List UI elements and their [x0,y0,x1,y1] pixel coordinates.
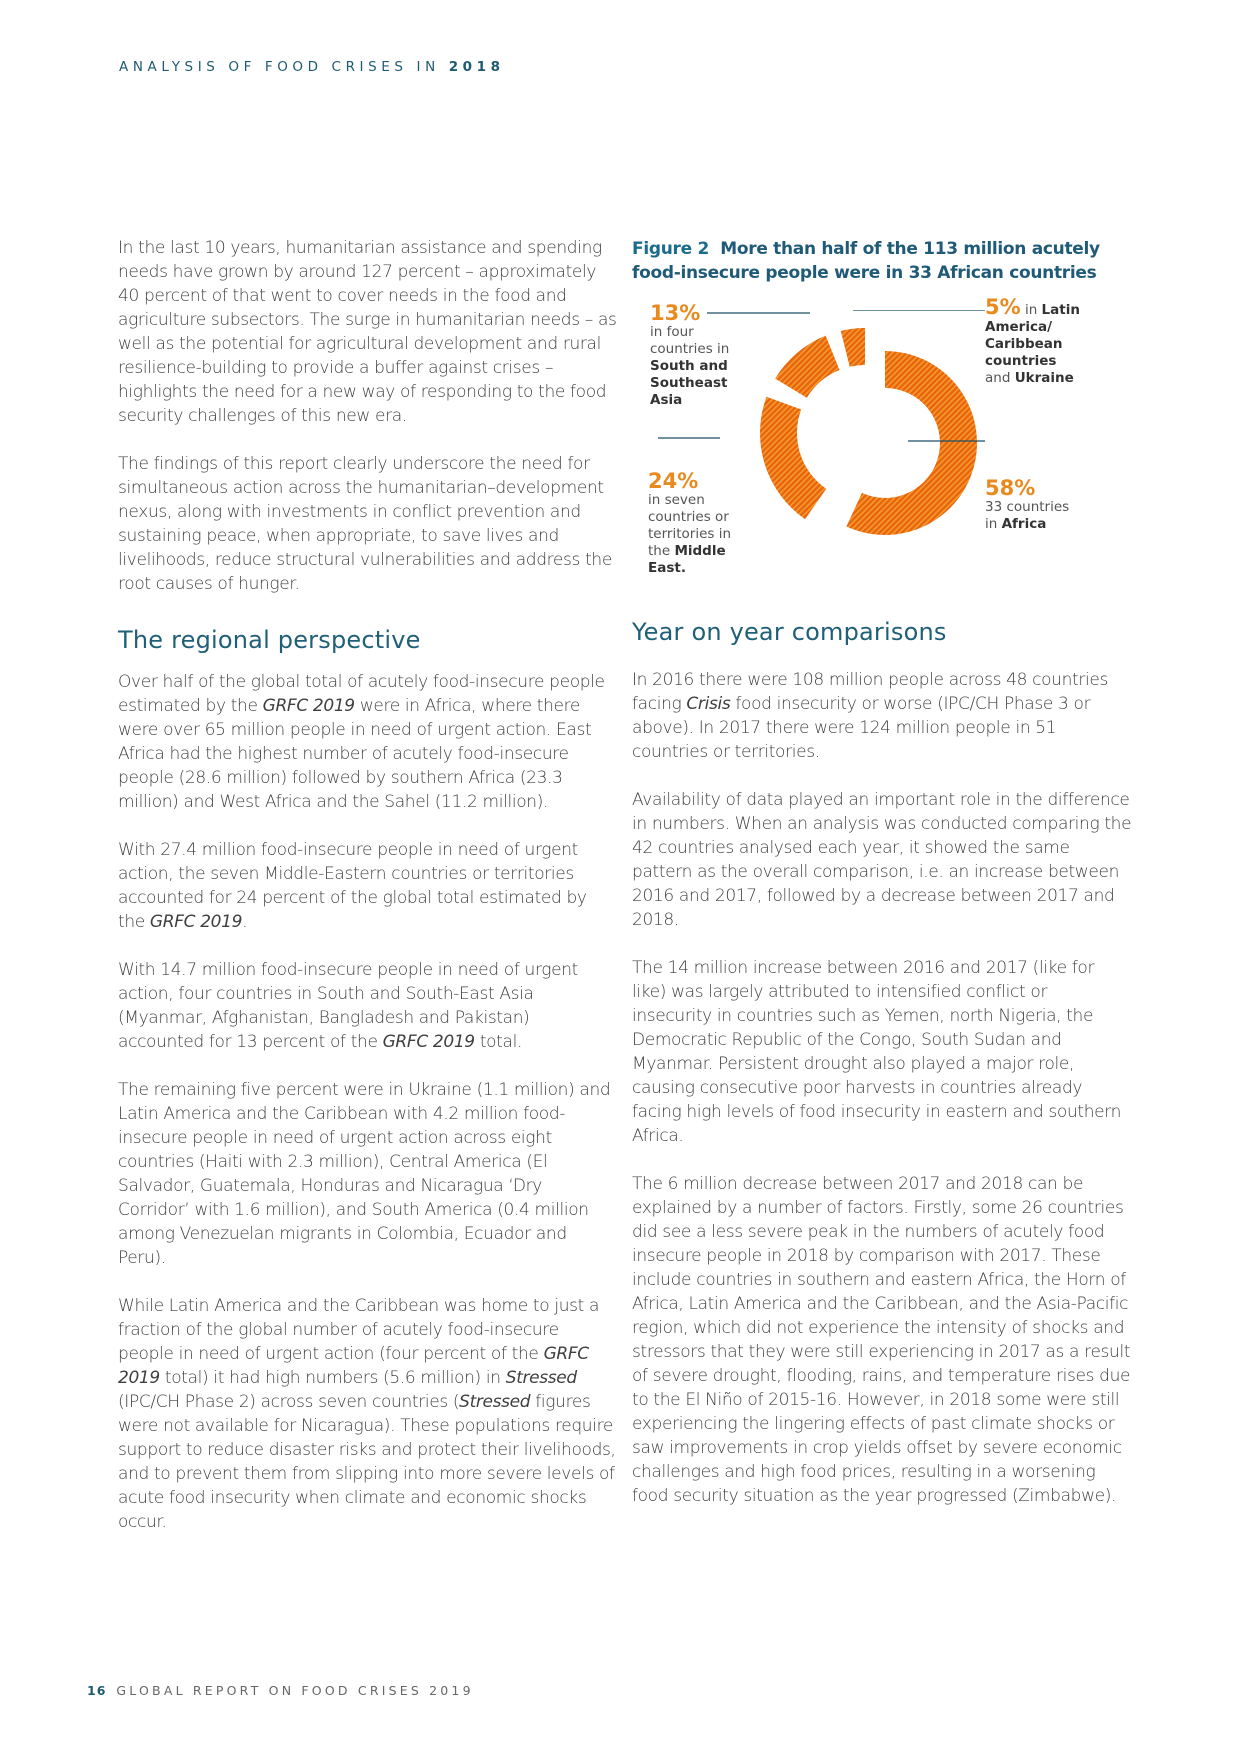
label-latam [985,296,1110,387]
intro-paragraph-1: In the last 10 years, humanitarian assistance and spending needs have grown by around 127 percent – approximately 40 percent of that went to cover needs in the food and agriculture subsectors. The surge in humanitarian needs – as well as the potential for agricultural development and rural resilience-building to provide a buffer against crises – highlights the need for a new way of responding to the food security challenges of this new era. [118,238,617,426]
text: In 2016 there were 108 million people across 48 countries facing [632,670,1108,714]
text: (IPC/CH Phase 2) across seven countries ( [118,1392,460,1412]
region-name: countries [985,353,1057,369]
text: figures were not available for Nicaragua). These populations require support to reduce disaster risks and protect their livelihoods, and to prevent them from slipping into more severe levels of acute food insecurity when climate and economic shocks occur. [118,1392,616,1532]
label-text: 33 countries [985,499,1070,515]
paragraph-decrease: The 6 million decrease between 2017 and 2018 can be explained by a number of factors. Firstly, some 26 countries did see a less severe peak in the numbers of acutely food insecure people in 2018 by comparison with 2017. These include countries in southern and eastern Africa, the Horn of Africa, Latin America and the Caribbean, and the Asia-Pacific region, which did not experience the intensity of shocks and stressors that they were still experiencing in 2017 as a result of severe drought, flooding, rains, and temperature rises due to the El Niño of 2015-16. However, in 2018 some were still experiencing the lingering effects of past climate shocks or saw improvements in crop yields offset by severe economic challenges and high food prices, resulting in a worsening food security situation as the year progressed (Zimbabwe). [632,1174,1131,1506]
label-text: the [648,543,675,559]
page-number: 16 [87,1683,107,1698]
paragraph-asia [118,958,618,1054]
paragraph-2016-2017 [632,668,1132,764]
region-name: Middle [674,543,726,559]
phase-name: Crisis [686,694,731,714]
paragraph-middle-east [118,838,618,934]
paragraph-latin-america [118,1294,618,1534]
paragraph-data-availability: Availability of data played an important role in the difference in numbers. When an analysis was conducted comparing the 42 countries analysed each year, it showed the same pattern as the overall comparison, i.e. an increase between 2016 and 2017, followed by a decrease between 2017 and 2018. [632,790,1132,930]
region-name: Ukraine [1014,370,1074,386]
right-column-body [632,668,1132,1532]
region-name: Latin [1041,302,1080,318]
region-name: Africa [1001,516,1047,532]
text: . [242,912,248,932]
label-text: in [985,516,1002,532]
left-column [118,236,618,1558]
paragraph-remaining: The remaining five percent were in Ukraine (1.1 million) and Latin America and the Caribbean with 4.2 million food-insecure people in need of urgent action across eight countries (Haiti with 2.3 million), Central America (El Salvador, Guatemala, Honduras and Nicaragua ‘Dry Corridor’ with 1.6 million), and South America (0.4 million among Venezuelan migrants in Colombia, Ecuador and Peru). [118,1080,611,1268]
text: With 14.7 million food-insecure people in need of urgent action, four countries in South and South-East Asia (Myanmar, Afghanistan, Bangladesh and Pakistan) accounted for 13 percent of the [118,960,578,1052]
report-name: GRFC 2019 [149,912,243,932]
phase-name: Stressed [459,1392,531,1412]
label-africa [985,477,1105,533]
label-middle-east [648,470,758,577]
label-text: and [985,370,1015,386]
label-text: in four [650,324,694,340]
publication-title: GLOBAL REPORT ON FOOD CRISES 2019 [116,1683,474,1698]
text: total. [474,1032,522,1052]
region-name: Asia [650,392,683,408]
figure-caption: More than half of the 113 million acutely food-insecure people were in 33 African countries [632,239,1100,283]
report-name: GRFC 2019 [262,696,355,716]
report-name: GRFC 2019 [118,1344,589,1388]
pct-latam: 5% [985,295,1021,319]
intro-paragraph-2: The findings of this report clearly underscore the need for simultaneous action across the humanitarian–development nexus, along with investments in conflict prevention and sustaining peace, when appropriate, to save lives and livelihoods, reduce structural vulnerabilities and address the root causes of hunger. [118,454,612,594]
figure-number: Figure 2 [632,239,709,259]
paragraph-africa [118,670,618,814]
page-footer [87,1683,474,1698]
text: were in Africa, where there were over 65 million people in need of urgent action. East Africa had the highest number of acutely food-insecure people (28.6 million) followed by southern Africa (23.3 million) and West Africa and the Sahel (11.2 million). [118,696,592,812]
slice-middle-east [760,397,826,519]
section-heading-year-on-year: Year on year comparisons [632,618,947,646]
label-text: countries in [650,341,730,357]
label-text: countries or [648,509,729,525]
label-text: territories in [648,526,732,542]
slice-africa [846,351,977,535]
pct-africa: 58% [985,476,1036,500]
region-name: East. [648,560,686,576]
slice-latam [841,328,865,367]
text: With 27.4 million food-insecure people in need of urgent action, the seven Middle-Eastern countries or territories accounted for 24 percent of the global total estimated by the [118,840,587,932]
label-asia [650,302,760,409]
running-head-prefix: ANALYSIS OF FOOD CRISES IN [119,59,440,75]
text: total) it had high numbers (5.6 million) in [159,1368,506,1388]
region-name: America/ [985,319,1052,335]
phase-name: Stressed [505,1368,577,1388]
text: food insecurity or worse (IPC/CH Phase 3 or above). In 2017 there were 124 million people in 51 countries or territories. [632,694,1091,762]
label-text: in seven [648,492,705,508]
report-name: GRFC 2019 [382,1032,475,1052]
running-head-year: 2018 [448,59,505,75]
region-name: South and [650,358,728,374]
region-name: Southeast [650,375,728,391]
pct-middle-east: 24% [648,469,699,493]
section-heading-regional: The regional perspective [118,626,421,654]
text: While Latin America and the Caribbean was home to just a fraction of the global number of acutely food-insecure people in need of urgent action (four percent of the [118,1296,600,1364]
label-text: in [1020,302,1042,318]
donut-chart [640,295,1110,590]
text: Over half of the global total of acutely food-insecure people estimated by the [118,672,605,716]
pct-asia: 13% [650,301,701,325]
figure-title [632,237,1112,285]
slice-asia [775,336,839,398]
running-head [119,59,505,75]
paragraph-increase: The 14 million increase between 2016 and 2017 (like for like) was largely attributed to intensified conflict or insecurity in countries such as Yemen, north Nigeria, the Democratic Republic of the Congo, South Sudan and Myanmar. Persistent drought also played a major role, causing consecutive poor harvests in countries already facing high levels of food insecurity in eastern and southern Africa. [632,958,1122,1146]
region-name: Caribbean [985,336,1063,352]
